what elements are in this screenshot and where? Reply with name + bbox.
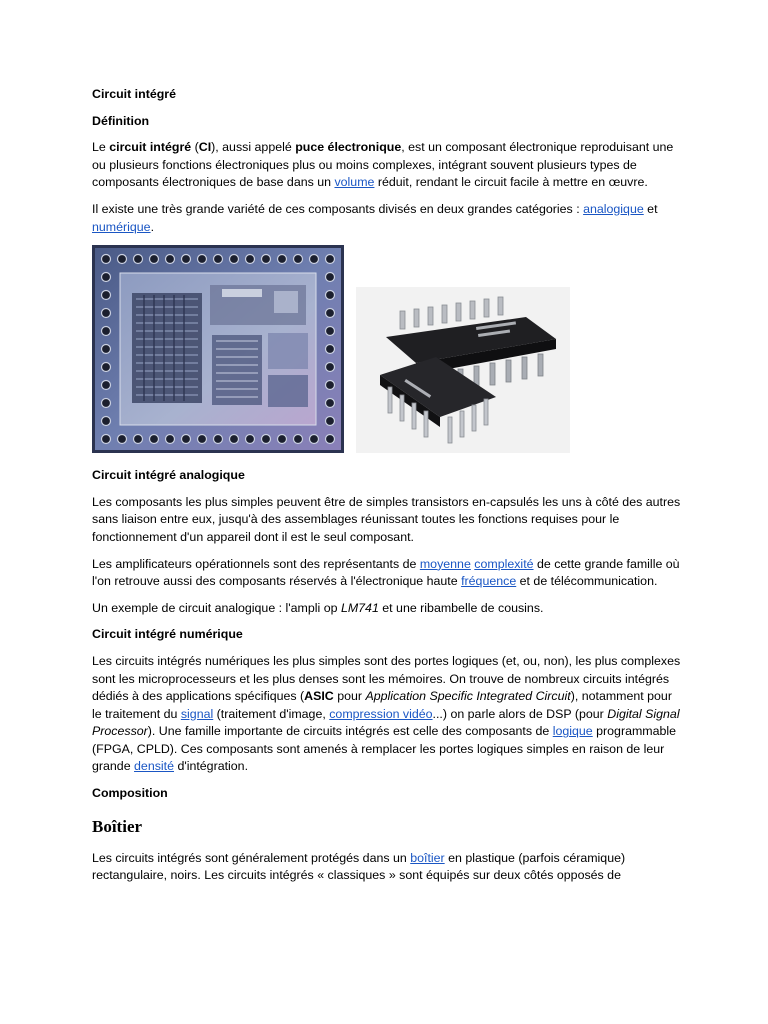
dip-chips-image bbox=[356, 287, 570, 453]
figure-row bbox=[92, 245, 682, 455]
link-analogique[interactable]: analogique bbox=[583, 201, 644, 216]
link-logique[interactable]: logique bbox=[552, 724, 593, 739]
text-run: . bbox=[150, 219, 155, 234]
paragraph-digital bbox=[92, 653, 682, 776]
paragraph-analog-2 bbox=[92, 556, 682, 591]
italic-asic-expansion: Application Specific Integrated Circuit bbox=[365, 689, 571, 704]
italic-lm741: LM741 bbox=[340, 600, 379, 615]
section-heading-analog: Circuit intégré analogique bbox=[92, 468, 245, 483]
section-heading-digital: Circuit intégré numérique bbox=[92, 627, 243, 642]
text-run: Les circuits intégrés sont généralement protégés dans un bbox=[92, 850, 411, 865]
link-densite[interactable]: densité bbox=[134, 759, 174, 774]
link-compression-video[interactable]: compression vidéo bbox=[329, 706, 433, 721]
bold-term-ci: CI bbox=[198, 140, 212, 155]
text-run: ( bbox=[191, 140, 199, 155]
link-numerique[interactable]: numérique bbox=[92, 219, 151, 234]
text-run: de cette grande famille où l'on retrouve aussi des composants réservés à l'électronique haute bbox=[92, 556, 680, 589]
text-run: Le bbox=[92, 140, 110, 155]
paragraph-definition bbox=[92, 139, 682, 192]
text-run: ). Une famille importante de circuits intégrés est celle des composants de bbox=[147, 724, 553, 739]
link-signal[interactable]: signal bbox=[180, 706, 214, 721]
text-run: , est un composant électronique reproduisant une ou plusieurs fonctions électroniques plus ou moins complexes, intégrant souvent plusieurs types de composants électroniques de base dans un bbox=[92, 140, 674, 190]
italic-dsp-expansion: Digital Signal Processor bbox=[92, 706, 680, 739]
text-run: réduit, rendant le circuit facile à mettre en œuvre. bbox=[374, 175, 648, 190]
document-body bbox=[92, 86, 682, 894]
bold-term-circuit-integre: circuit intégré bbox=[109, 140, 192, 155]
text-run: Les circuits intégrés numériques les plus simples sont des portes logiques (et, ou, non), les plus complexes sont les microprocesseurs et les plus denses sont les mémoires. On trouve de nombreux circuits intégrés dédiés à des applications spécifiques ( bbox=[92, 653, 681, 704]
link-complexite[interactable]: complexité bbox=[474, 556, 534, 571]
text-run: Il existe une très grande variété de ces composants divisés en deux grandes catégories : bbox=[92, 201, 584, 216]
text-run: ), aussi appelé bbox=[211, 140, 296, 155]
link-boitier[interactable]: boîtier bbox=[410, 850, 445, 865]
text-run: ), notamment pour le traitement du bbox=[92, 689, 672, 721]
link-volume[interactable]: volume bbox=[334, 175, 375, 190]
text-run: pour bbox=[333, 689, 366, 704]
text-run: Les amplificateurs opérationnels sont des représentants de bbox=[92, 556, 420, 571]
text-run: Un exemple de circuit analogique : l'ampli op bbox=[92, 600, 341, 615]
link-moyenne[interactable]: moyenne bbox=[419, 556, 471, 571]
bold-term-puce: puce électronique bbox=[295, 140, 402, 155]
section-heading-composition: Composition bbox=[92, 786, 168, 801]
document-title: Circuit intégré bbox=[92, 87, 176, 101]
link-frequence[interactable]: fréquence bbox=[461, 574, 517, 589]
section-heading-boitier: Boîtier bbox=[92, 816, 143, 836]
text-run: et bbox=[643, 201, 658, 216]
paragraph-analog-1: Les composants les plus simples peuvent être de simples transistors en-capsulés les uns à côté des autres sans liaison entre eux, jusqu'à des assemblages réunissant toutes les fonctions requises pour le fonctionnement d'un appareil dont il est le seul composant. bbox=[92, 494, 681, 544]
paragraph-categories bbox=[92, 201, 682, 236]
text-run: et de télécommunication. bbox=[516, 574, 658, 589]
text-run: et une ribambelle de cousins. bbox=[378, 600, 544, 615]
paragraph-analog-example bbox=[92, 600, 682, 618]
text-run: d'intégration. bbox=[174, 759, 249, 774]
bold-term-asic: ASIC bbox=[304, 689, 334, 704]
section-heading-definition: Définition bbox=[92, 113, 150, 128]
text-run: ...) on parle alors de DSP (pour bbox=[432, 706, 608, 721]
text-run: en plastique (parfois céramique) rectangulaire, noirs. Les circuits intégrés « classiques » sont équipés sur deux côtés opposés de bbox=[92, 850, 626, 883]
text-run: (traitement d'image, bbox=[213, 706, 330, 721]
paragraph-boitier bbox=[92, 850, 682, 885]
text-run: programmable (FPGA, CPLD). Ces composants sont amenés à remplacer les portes logiques simples en raison de leur grande bbox=[92, 724, 677, 774]
integrated-circuit-die-image bbox=[92, 245, 344, 453]
